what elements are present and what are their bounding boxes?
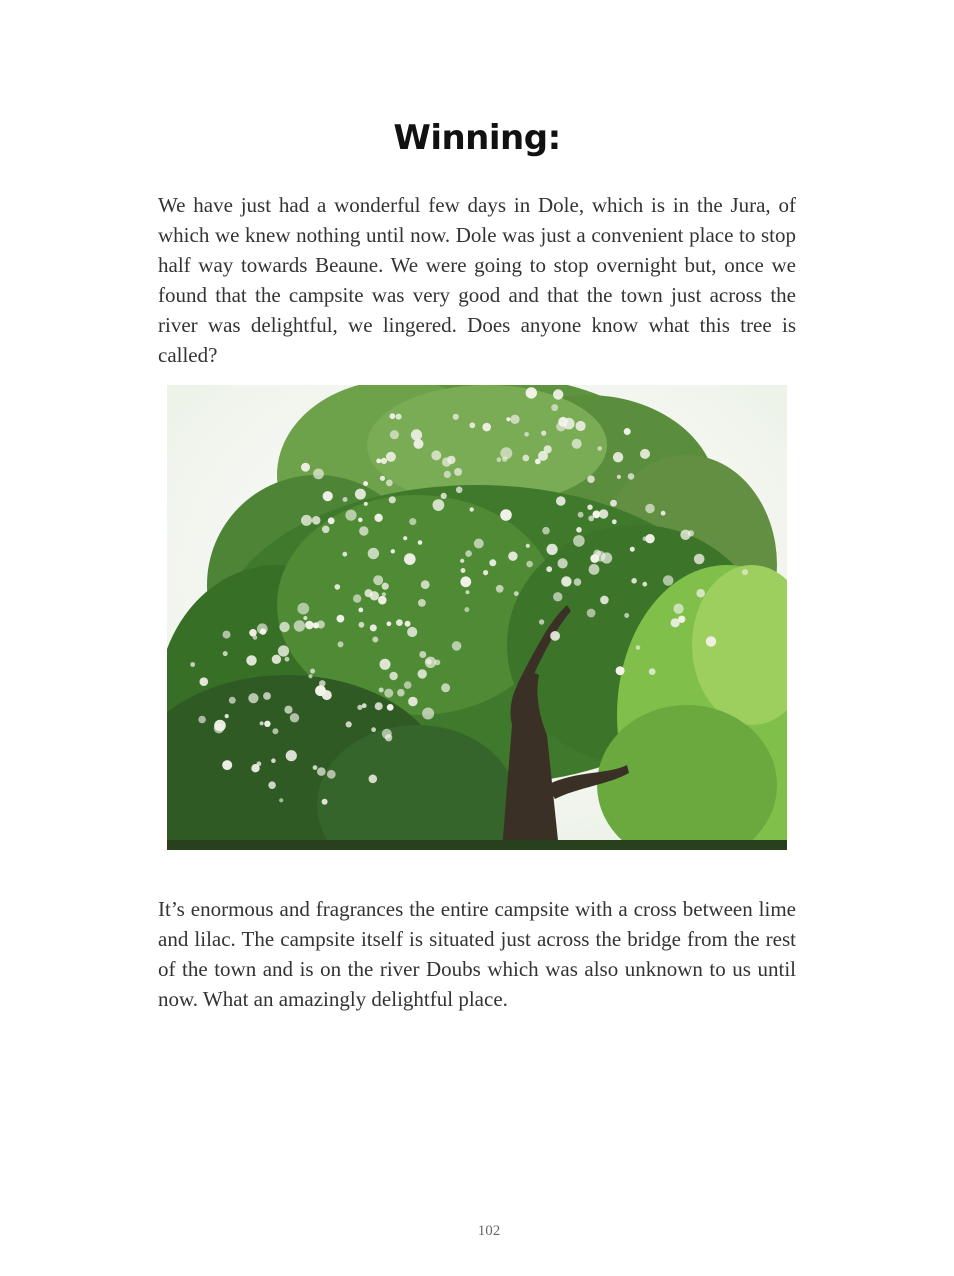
blossom [526,561,533,568]
blossom [541,431,546,436]
blossom [382,592,386,596]
blossom [576,527,582,533]
blossom [433,499,445,511]
blossom [663,575,674,586]
blossom [578,512,584,518]
blossom [198,716,206,724]
blossom [301,515,312,526]
blossom [376,459,381,464]
blossom [694,554,705,565]
blossom [572,439,582,449]
blossom [489,559,496,566]
blossom [474,539,484,549]
blossom [248,693,258,703]
blossom [404,681,412,689]
blossom [369,775,378,784]
blossom [414,439,424,449]
blossom [431,450,441,460]
blossom [396,619,403,626]
blossom [631,578,637,584]
blossom [363,481,368,486]
blossom [338,641,344,647]
blossom [680,530,690,540]
blossom [264,721,270,727]
blossom [500,447,512,459]
blossom [322,799,328,805]
blossom [305,621,314,630]
blossom [460,576,471,587]
blossom [546,566,552,572]
blossom [645,534,654,543]
blossom [573,535,585,547]
blossom [465,550,472,557]
blossom [357,705,362,710]
blossom [411,429,422,440]
blossom [200,677,209,686]
blossom [426,659,432,665]
blossom [279,622,289,632]
blossom [404,553,416,565]
blossom [408,697,418,707]
blossom [346,721,352,727]
blossom [508,552,517,561]
blossom [544,445,552,453]
blossom [327,770,336,779]
blossom [640,449,650,459]
blossom [454,468,462,476]
blossom [497,457,502,462]
blossom [190,662,195,667]
blossom [312,516,321,525]
blossom [630,547,635,552]
blossom [391,549,395,553]
blossom [272,655,281,664]
blossom [284,706,292,714]
blossom [371,727,376,732]
blossom [355,489,366,500]
blossom [482,423,491,432]
blossom [370,591,379,600]
blossom [599,509,608,518]
blossom [223,631,231,639]
blossom [375,702,383,710]
blossom [342,552,347,557]
blossom [706,636,716,646]
blossom [628,473,635,480]
blossom [380,659,391,670]
blossom [422,708,434,720]
blossom [483,570,488,575]
blossom [624,428,631,435]
blossom [558,558,568,568]
blossom [496,585,504,593]
blossom [587,505,592,510]
blossom [389,672,397,680]
blossom [444,471,451,478]
blossom [382,729,392,739]
blossom [297,603,309,615]
blossom [322,526,330,534]
blossom [374,514,382,522]
blossom [587,475,595,483]
blossom [310,669,315,674]
blossom [510,415,519,424]
blossom [405,621,411,627]
blossom [386,480,393,487]
blossom [526,387,537,398]
blossom [345,510,356,521]
blossom [390,430,399,439]
blossom [576,421,586,431]
blossom [390,413,396,419]
blossom [323,491,333,501]
blossom [574,578,582,586]
blossom [290,713,299,722]
blossom [362,703,367,708]
blossom [368,548,379,559]
blossom [337,615,345,623]
blossom [370,624,377,631]
blossom [222,760,232,770]
blossom [522,455,529,462]
blossom [372,637,378,643]
blossom [514,591,519,596]
blossom [742,569,748,575]
blossom [616,666,625,675]
blossom [328,517,335,524]
blossom [380,476,385,481]
blossom [470,507,474,511]
blossom [419,651,426,658]
blossom [587,609,596,618]
blossom [418,669,427,678]
blossom [409,518,416,525]
paragraph-description: It’s enormous and fragrances the entire campsite with a cross between lime and lilac. The campsite itself is situated just across the bridge from the rest of the town and is on the river Doubs which was also unknown to us until now. What an amazingly delightful place. [158,897,796,1011]
blossom [389,496,396,503]
blossom [452,641,462,651]
blossom [503,510,508,515]
blossom [613,452,623,462]
blossom [435,660,441,666]
blossom [260,721,264,725]
blossom [382,583,389,590]
blossom [384,689,393,698]
blossom [359,526,368,535]
blossom [461,568,466,573]
blossom [319,680,326,687]
blossom [358,518,363,523]
blossom [271,758,276,763]
blossom [593,550,601,558]
blossom [673,604,683,614]
blossom [464,607,469,612]
blossom [460,559,464,563]
blossom [469,422,475,428]
blossom [317,767,326,776]
blossom [403,536,407,540]
blossom [387,621,392,626]
blossom [649,668,656,675]
blossom [359,622,365,628]
blossom [589,564,600,575]
blossom [466,590,470,594]
blossom [441,493,447,499]
blossom [313,765,318,770]
blossom [453,414,459,420]
blossom [617,475,621,479]
blossom [308,674,312,678]
blossom [610,500,617,507]
blossom [343,497,348,502]
blossom [303,616,307,620]
blossom [317,620,325,628]
blossom [379,688,384,693]
page-number: 102 [477,1223,501,1239]
blossom [214,723,224,733]
blossom [353,594,361,602]
blossom [524,432,529,437]
blossom [223,651,228,656]
blossom [229,697,236,704]
blossom [249,629,257,637]
blossom [612,519,617,524]
blossom [396,414,402,420]
blossom [636,645,641,650]
blossom [441,683,450,692]
blossom [335,584,341,590]
blossom [645,504,655,514]
blossom [506,417,510,421]
blossom [442,457,451,466]
blossom [547,544,558,555]
blossom [407,627,417,637]
blossom [322,690,332,700]
blossom [593,511,601,519]
blossom [418,599,426,607]
blossom [364,502,368,506]
blossom [526,544,530,548]
blossom [671,618,680,627]
blossom [551,404,558,411]
blossom [301,463,310,472]
blossom [550,631,560,641]
blossom [268,781,276,789]
blossom [263,692,271,700]
blossom [542,527,550,535]
blossom [642,582,647,587]
blossom [600,596,609,605]
tree-photo [167,385,787,850]
blossom [257,623,268,634]
blossom [456,487,463,494]
blossom [624,613,629,618]
ground-strip [167,840,787,850]
blossom [225,714,229,718]
blossom [378,596,387,605]
blossom [285,657,290,662]
blossom [553,389,563,399]
blossom [556,496,566,506]
blossom [696,589,705,598]
blossom [251,764,259,772]
blossom [272,728,278,734]
blossom [373,575,383,585]
blossom [539,619,544,624]
blossom [418,540,423,545]
blossom [397,689,405,697]
blossom [358,608,363,613]
blossom [597,446,602,451]
blossom [563,418,575,430]
blossom [387,704,394,711]
blossom [278,645,289,656]
blossom [313,469,324,480]
blossom [421,580,430,589]
paragraph-intro: We have just had a wonderful few days in Dole, which is in the Jura, of which we knew nothing until now. Dole was just a convenient place to stop half way towards Beaune. We were going to stop overnight but, once we found that the campsite was very good and that the town just across the river was delightful, we lingered. Does anyone know what this tree is called? [158,193,796,367]
blossom [294,620,305,631]
blossom [279,798,283,802]
blossom [381,458,387,464]
tree-photo-illustration [167,385,787,850]
blossom [386,452,396,462]
blossom [661,511,666,516]
page-title: Winning: [393,118,561,158]
blossom [246,655,256,665]
blossom [553,592,562,601]
blossom [561,576,571,586]
blossom [286,750,297,761]
